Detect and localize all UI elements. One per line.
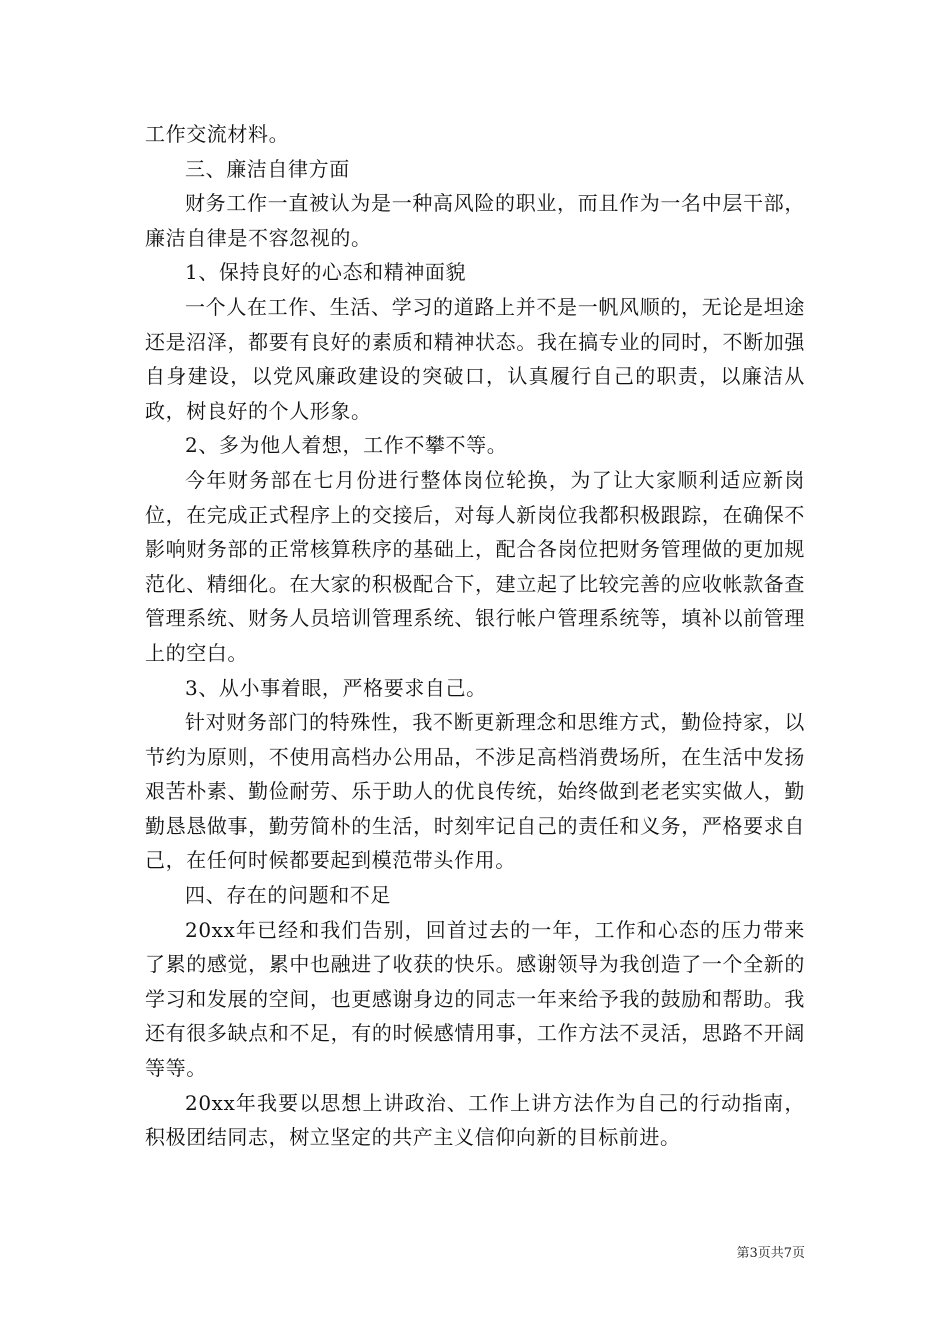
paragraph: 20xx年我要以思想上讲政治、工作上讲方法作为自己的行动指南，积极团结同志，树立坚定的共产主义信仰向新的目标前进。 <box>145 1090 805 1150</box>
paragraph: 一个人在工作、生活、学习的道路上并不是一帆风顺的，无论是坦途还是沼泽，都要有良好的素质和精神状态。我在搞专业的同时，不断加强自身建设，以党风廉政建设的突破口，认真履行自己的职责，以廉洁从政，树良好的个人形象。 <box>145 294 805 423</box>
paragraph-continuation: 工作交流材料。 <box>145 122 290 146</box>
paragraph: 针对财务部门的特殊性，我不断更新理念和思维方式，勤俭持家，以节约为原则，不使用高档办公用品，不涉足高档消费场所，在生活中发扬艰苦朴素、勤俭耐劳、乐于助人的优良传统，始终做到老老实实做人，勤勤恳恳做事，勤劳简朴的生活，时刻牢记自己的责任和义务，严格要求自己，在任何时候都要起到模范带头作用。 <box>145 710 805 873</box>
document-body <box>145 117 805 1155</box>
subheading-small-things: 3、从小事着眼，严格要求自己。 <box>185 675 487 700</box>
paragraph: 20xx年已经和我们告别，回首过去的一年，工作和心态的压力带来了累的感觉，累中也融进了收获的快乐。感谢领导为我创造了一个全新的学习和发展的空间，也更感谢身边的同志一年来给予我的鼓励和帮助。我还有很多缺点和不足，有的时候感情用事，工作方法不灵活，思路不开阔等等。 <box>145 917 805 1081</box>
section-heading-integrity: 三、廉洁自律方面 <box>185 156 350 181</box>
paragraph: 财务工作一直被认为是一种高风险的职业，而且作为一名中层干部，廉洁自律是不容忽视的。 <box>145 191 805 250</box>
section-heading-problems: 四、存在的问题和不足 <box>185 883 391 908</box>
subheading-consideration: 2、多为他人着想，工作不攀不等。 <box>185 433 508 458</box>
page-number-footer: 第3页共7页 <box>736 1246 805 1261</box>
subheading-mindset: 1、保持良好的心态和精神面貌 <box>185 260 467 285</box>
paragraph: 今年财务部在七月份进行整体岗位轮换，为了让大家顺利适应新岗位，在完成正式程序上的交接后，对每人新岗位我都积极跟踪，在确保不影响财务部的正常核算秩序的基础上，配合各岗位把财务管理做的更加规范化、精细化。在大家的积极配合下，建立起了比较完善的应收帐款备查管理系统、财务人员培训管理系统、银行帐户管理系统等，填补以前管理上的空白。 <box>145 467 805 665</box>
